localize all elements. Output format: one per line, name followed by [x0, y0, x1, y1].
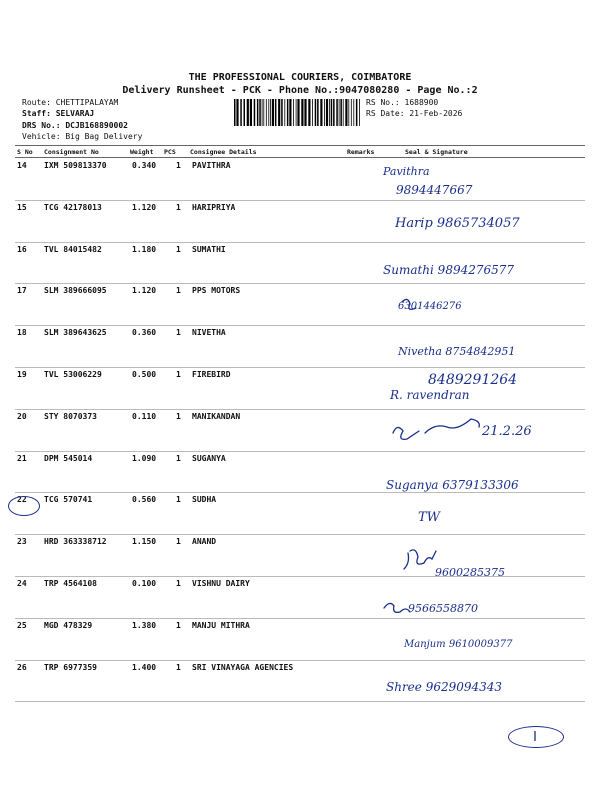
row-pcs: 1: [176, 161, 181, 170]
col-consignment-header: Consignment No: [44, 148, 99, 156]
rs-number: RS No.: 1688900: [366, 98, 439, 107]
row-consignee: SRI VINAYAGA AGENCIES: [192, 662, 294, 672]
row-weight: 1.090: [132, 453, 157, 463]
row-sno: 19: [17, 370, 27, 379]
row22-circle-mark: [8, 496, 40, 516]
row-consignee: NIVETHA: [192, 328, 226, 338]
row-consignment-no: TVL 84015482: [44, 244, 102, 254]
row-consignment-no: TRP 4564108: [44, 579, 97, 588]
sig-row20-date: 21.2.26: [482, 424, 532, 439]
row-weight: 1.150: [132, 537, 157, 547]
page-circle-stroke: [530, 729, 540, 743]
sig-row16: Sumathi 9894276577: [383, 263, 515, 277]
sig-row22: TW: [418, 510, 441, 525]
sig-row25: Manjum 9610009377: [404, 639, 513, 650]
row-consignee: HARIPRIYA: [192, 202, 236, 212]
row-weight: 0.500: [132, 370, 157, 379]
sig-row23-scribble: [404, 550, 436, 569]
staff-label: Staff: SELVARAJ: [22, 109, 95, 118]
row-consignee: MANIKANDAN: [192, 411, 241, 421]
row-sno: 17: [17, 286, 27, 296]
sig-row20-scribble: [393, 419, 479, 439]
row-sno: 21: [17, 453, 27, 463]
rs-date: RS Date: 21-Feb-2026: [366, 109, 463, 118]
sig-row19-phone: 8489291264: [428, 372, 518, 388]
vehicle-label: Vehicle: Big Bag Delivery: [22, 132, 143, 141]
row-consignment-no: SLM 389643625: [44, 328, 107, 338]
row-consignee: PPS MOTORS: [192, 286, 241, 296]
col-remarks-header: Remarks: [347, 148, 375, 156]
row-pcs: 1: [176, 244, 181, 254]
row-weight: 0.340: [132, 161, 157, 170]
sig-row21: Suganya 6379133306: [386, 478, 519, 492]
row-weight: 0.560: [132, 495, 157, 505]
row-consignment-no: IXM 509813370: [44, 161, 107, 170]
row-weight: 1.380: [132, 620, 157, 630]
sig-row14-name: Pavithra: [383, 165, 430, 178]
sig-row15: Harip 9865734057: [395, 216, 520, 231]
row-sno: 18: [17, 328, 27, 338]
row-pcs: 1: [176, 620, 181, 630]
row-consignment-no: TCG 570741: [44, 495, 93, 505]
row-sno: 14: [17, 161, 27, 170]
route-label: Route: CHETTIPALAYAM: [22, 98, 119, 107]
row-pcs: 1: [176, 370, 181, 379]
col-sno-header: S No: [17, 148, 33, 156]
col-seal-header: Seal & Signature: [405, 148, 468, 156]
row-consignment-no: DPM 545014: [44, 453, 93, 463]
row-consignee: ANAND: [192, 537, 217, 547]
row-weight: 1.120: [132, 202, 157, 212]
col-pcs-header: PCS: [164, 148, 176, 156]
col-weight-header: Weight: [130, 148, 154, 156]
row-consignment-no: TVL 53006229: [44, 370, 102, 379]
row-sno: 16: [17, 244, 27, 254]
row-consignee: PAVITHRA: [192, 161, 231, 170]
row-consignment-no: TCG 42178013: [44, 202, 102, 212]
row-pcs: 1: [176, 453, 181, 463]
row-pcs: 1: [176, 286, 181, 296]
row-weight: 0.100: [132, 579, 157, 588]
row-sno: 20: [17, 411, 27, 421]
sig-row17-scribble: [402, 299, 416, 309]
row-consignment-no: HRD 363338712: [44, 537, 107, 547]
row-pcs: 1: [176, 495, 181, 505]
row-consignee: SUMATHI: [192, 244, 226, 254]
row-sno: 22: [17, 495, 27, 505]
row-pcs: 1: [176, 662, 181, 672]
company-name: THE PROFESSIONAL COURIERS, COIMBATORE: [188, 72, 412, 83]
row-consignee: FIREBIRD: [192, 370, 231, 379]
sig-row24-scribble: [384, 603, 410, 612]
row-sno: 26: [17, 662, 27, 672]
col-consignee-header: Consignee Details: [190, 148, 257, 156]
row-pcs: 1: [176, 328, 181, 338]
row-sno: 23: [17, 537, 27, 547]
row-consignment-no: TRP 6977359: [44, 662, 97, 672]
row-weight: 1.400: [132, 662, 157, 672]
sig-row17: 6301446276: [398, 301, 462, 312]
row-pcs: 1: [176, 411, 181, 421]
row-consignee: VISHNU DAIRY: [192, 579, 250, 588]
sig-row14-phone: 9894447667: [396, 183, 473, 197]
sig-row23-phone: 9600285375: [435, 566, 505, 579]
row-weight: 0.110: [132, 411, 157, 421]
row-consignee: SUGANYA: [192, 453, 226, 463]
runsheet-subtitle: Delivery Runsheet - PCK - Phone No.:9047080280 - Page No.:2: [122, 85, 478, 96]
row-weight: 0.360: [132, 328, 157, 338]
sig-row24: 9566558870: [408, 602, 478, 615]
row-pcs: 1: [176, 537, 181, 547]
row-consignment-no: MGD 478329: [44, 620, 93, 630]
row-consignment-no: SLM 389666095: [44, 286, 107, 296]
row-consignee: MANJU MITHRA: [192, 620, 250, 630]
sig-row19-sign: R. ravendran: [390, 388, 470, 402]
sig-row18: Nivetha 8754842951: [398, 345, 516, 358]
row-consignment-no: STY 8070373: [44, 411, 97, 421]
sig-row26: Shree 9629094343: [386, 680, 503, 694]
row-sno: 24: [17, 579, 27, 588]
row-weight: 1.120: [132, 286, 157, 296]
row-pcs: 1: [176, 202, 181, 212]
row-sno: 25: [17, 620, 27, 630]
row-weight: 1.180: [132, 244, 157, 254]
row-pcs: 1: [176, 579, 181, 588]
drs-number: DRS No.: DCJB168890002: [22, 121, 128, 130]
row-sno: 15: [17, 202, 27, 212]
row-consignee: SUDHA: [192, 495, 217, 505]
